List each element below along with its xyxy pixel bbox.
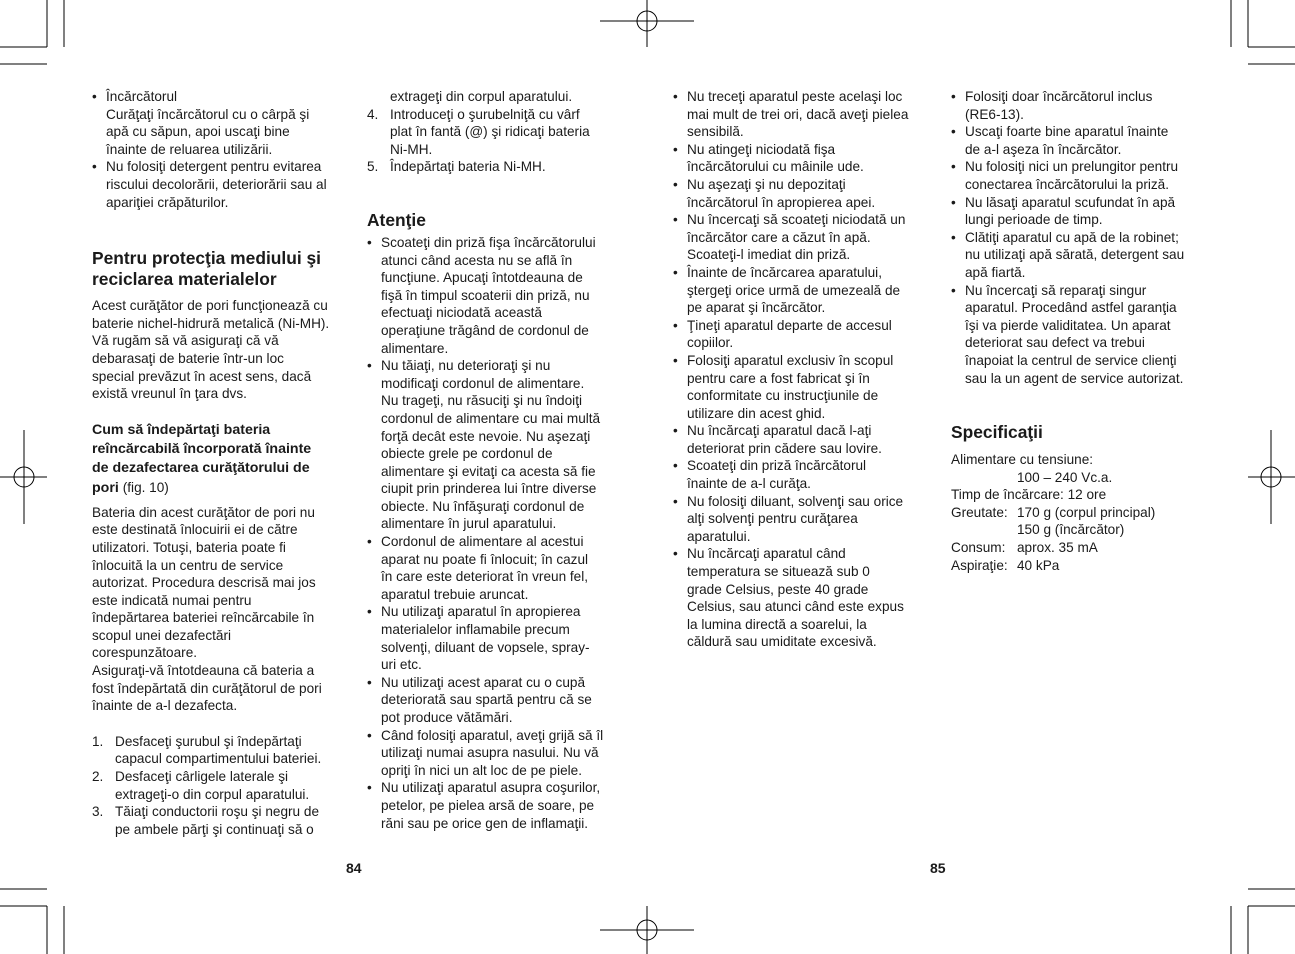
list-item: • Folosiţi aparatul exclusiv în scopul pentru care a fost fabricat şi în conformitate cu instrucţiunile de utilizare din acest ghid. xyxy=(673,352,935,422)
specifications-heading: Specificaţii xyxy=(951,422,1043,443)
list-item: • Scoateţi din priză fişa încărcătorului atunci când acesta nu se află în funcţiune. Apucaţi întotdeauna de fişă în timpul scoaterii din priză, nu efectuaţi niciodată această operaţiune trăgând de cordonul de alimentare. xyxy=(367,234,625,357)
list-item: • Nu aşezaţi şi nu depozitaţi încărcătorul în apropierea apei. xyxy=(673,176,935,211)
environment-paragraph: Acest curăţător de pori funcţionează cu baterie nichel-hidrură metalică (Ni-MH). Vă rugăm să vă asiguraţi că vă debarasaţi de baterie într-un loc special prevăzut în acest sens, dacă există vreunul în ţara dvs. xyxy=(92,298,330,402)
list-item: 3. Tăiaţi conductorii roşu şi negru de pe ambele părţi şi continuaţi să o xyxy=(92,804,320,837)
spec-table xyxy=(951,504,1209,574)
list-item: • Nu folosiţi diluant, solvenţi sau orice alţi solvenţi pentru curăţarea aparatului. xyxy=(673,493,935,546)
battery-removal-paragraph: Bateria din acest curăţător de pori nu este destinată înlocuirii ei de către utilizatori. Totuşi, bateria poate fi înlocuită la un centru de service autorizat. Procedura descrisă mai jos este indicată numai pentru îndepărtarea bateriei reîncărcabile în scopul unei dezafectări corespunzătoare. Asiguraţi-vă întotdeauna că bateria a fost îndepărtată din curăţătorul de pori înainte de a-l dezafecta. xyxy=(92,504,322,714)
list-item: • Înainte de încărcarea aparatului, ştergeţi orice urmă de umezeală de pe aparat şi încărcător. xyxy=(673,264,935,317)
spec-value: aprox. 35 mA xyxy=(1017,540,1098,556)
spec-voltage-value: 100 – 240 Vc.a. xyxy=(1017,469,1113,485)
column-1 xyxy=(92,88,350,838)
list-item: • Nu folosiţi nici un prelungitor pentru conectarea încărcătorului la priză. xyxy=(951,158,1209,193)
battery-steps-list xyxy=(92,733,350,839)
column-2 xyxy=(367,88,625,832)
spec-label: Greutate: xyxy=(951,504,1008,520)
list-item: • Nu folosiţi detergent pentru evitarea riscului decolorării, deteriorării sau al apariţiei crăpăturilor. xyxy=(92,158,350,211)
list-item: • Nu încărcaţi aparatul când temperatura se situează sub 0 grade Celsius, peste 40 grade Celsius, sau atunci când este expus la lumina directă a soarelui, la căldură sau umiditate excesivă. xyxy=(673,545,935,651)
list-item: • Nu încercaţi să scoateţi niciodată un încărcător care a căzut în apă. Scoateţi-l imediat din priză. xyxy=(673,211,935,264)
spec-voltage-label: Alimentare cu tensiune: xyxy=(951,452,1094,468)
page-number-left: 84 xyxy=(346,860,362,876)
environment-heading: Pentru protecţia mediului şi reciclarea materialelor xyxy=(92,248,322,290)
list-item: • Nu încărcaţi aparatul dacă l-aţi deteriorat prin cădere sau lovire. xyxy=(673,422,935,457)
page-number-right: 85 xyxy=(930,860,946,876)
list-item: 4. Introduceţi o şurubelniţă cu vârf plat în fantă (@) şi ridicaţi bateria Ni-MH. xyxy=(367,106,590,157)
list-item: 5. Îndepărtaţi bateria Ni-MH. xyxy=(367,159,546,175)
list-item: • Nu atingeţi niciodată fişa încărcătorului cu mâinile ude. xyxy=(673,141,935,176)
charger-care-list xyxy=(92,88,350,211)
list-item: • Nu lăsaţi aparatul scufundat în apă lungi perioade de timp. xyxy=(951,194,1209,229)
list-item: • Clătiţi aparatul cu apă de la robinet; nu utilizaţi apă sărată, detergent sau apă fiartă. xyxy=(951,229,1209,282)
list-item: 2. Desfaceţi cârligele laterale şi extrageţi-o din corpul aparatului. xyxy=(92,769,310,802)
caution-heading: Atenţie xyxy=(367,209,426,230)
spec-label: Consum: xyxy=(951,540,1006,556)
list-item: • Nu tăiaţi, nu deterioraţi şi nu modificaţi cordonul de alimentare. Nu trageţi, nu răsuciţi şi nu îndoiţi cordonul de alimentare cu mai multă forţă decât este nevoie. Nu aşezaţi obiecte grele pe cordonul de alimentare şi evitaţi ca acesta să fie ciupit prin prinderea lui între diverse obiecte. Nu înfăşuraţi cordonul de alimentare în jurul aparatului. xyxy=(367,357,625,533)
list-item: • Scoateţi din priză încărcătorul înainte de a-l curăţa. xyxy=(673,457,935,492)
list-item: • Încărcătorul Curăţaţi încărcătorul cu o cârpă şi apă cu săpun, apoi uscaţi bine înainte de reluarea utilizării. xyxy=(92,88,350,158)
figure-reference: (fig. 10) xyxy=(122,479,169,495)
spec-label xyxy=(951,521,1017,539)
spec-value: 40 kPa xyxy=(1017,557,1060,573)
caution-list-continued xyxy=(673,88,935,651)
list-item: 1. Desfaceţi şurubul şi îndepărtaţi capacul compartimentului bateriei. xyxy=(92,733,322,767)
list-item: • Uscaţi foarte bine aparatul înainte de a-l aşeza în încărcător. xyxy=(951,123,1209,158)
list-item: • Nu treceţi aparatul peste acelaşi loc mai mult de trei ori, dacă aveţi pielea sensibilă. xyxy=(673,88,935,141)
list-item: • Când folosiţi aparatul, aveţi grijă să îl utilizaţi numai asupra nasului. Nu vă opriţi în nici un alt loc de pe piele. xyxy=(367,727,625,780)
battery-removal-heading: Cum să îndepărtaţi bateria reîncărcabilă încorporată înainte de dezafectarea curăţătorului de pori (fig. 10) xyxy=(92,421,312,496)
list-item: • Ţineţi aparatul departe de accesul copiilor. xyxy=(673,317,935,352)
step-continuation: extrageţi din corpul aparatului. xyxy=(390,89,573,104)
list-item: • Nu încercaţi să reparaţi singur aparatul. Procedând astfel garanţia îşi va pierde validitatea. Un aparat deteriorat sau defect va trebui înapoiat la centrul de service clienţi sau la un agent de service autorizat. xyxy=(951,282,1209,388)
list-item: • Nu utilizaţi aparatul în apropierea materialelor inflamabile precum solvenţi, diluant de vopsele, spray- uri etc. xyxy=(367,603,625,673)
spec-value: 170 g (corpul principal) xyxy=(1017,504,1156,520)
list-item: • Folosiţi doar încărcătorul inclus (RE6-13). xyxy=(951,88,1209,123)
usage-notes-list xyxy=(951,88,1209,387)
spec-charge-time: Timp de încărcare: 12 ore xyxy=(951,487,1107,503)
caution-list xyxy=(367,234,625,832)
list-item: • Cordonul de alimentare al acestui aparat nu poate fi înlocuit; în cazul în care este deteriorat în vreun fel, aparatul trebuie aruncat. xyxy=(367,533,625,603)
list-item: • Nu utilizaţi acest aparat cu o cupă deteriorată sau spartă pentru că se pot produce vătămări. xyxy=(367,674,625,727)
spec-label: Aspiraţie: xyxy=(951,557,1008,573)
specifications-block xyxy=(951,451,1209,574)
battery-steps-list-continued xyxy=(367,106,625,176)
spec-value: 150 g (încărcător) xyxy=(1017,522,1125,538)
list-item: • Nu utilizaţi aparatul asupra coşurilor, petelor, pe pielea arsă de soare, pe răni sau pe orice gen de inflamaţii. xyxy=(367,779,625,832)
column-3 xyxy=(673,88,935,651)
column-4 xyxy=(951,88,1209,574)
